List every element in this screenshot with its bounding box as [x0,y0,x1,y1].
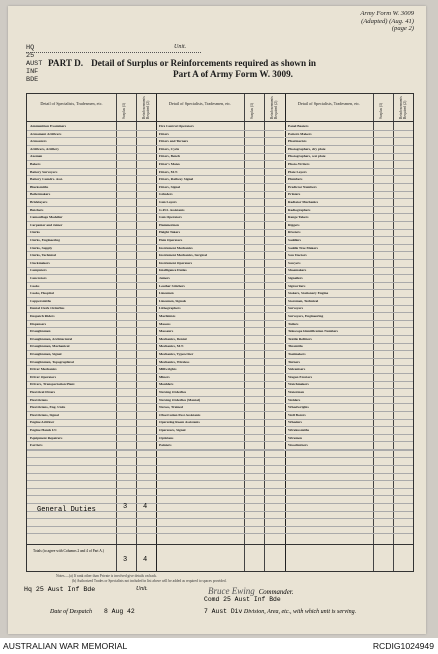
specialist-row: Photographers, wet plate [288,154,326,159]
specialist-row: Welders [288,397,301,402]
blank-row-rule [27,533,413,534]
date-label: Date of Despatch [50,609,92,615]
blank-row-rule [27,488,413,489]
commander-unit: Comd 25 Aust Inf Bde [204,596,281,603]
date-value: 8 Aug 42 [104,608,135,615]
specialist-row: Surveyors [288,306,304,311]
specialist-row: Clerks, Engineering [30,238,60,242]
specialist-row: Vulcanisers [288,367,306,372]
specialist-row: Leather Stitchers [159,283,185,288]
commander-signature-line [208,586,293,596]
header-divider [27,121,413,122]
specialist-row: Bricklayers [30,200,48,204]
specialist-row: Waterman [288,390,304,394]
specialist-row: Armourers [30,139,47,144]
army-form-page [8,6,426,634]
specialists-header: Detail of Specialists, Tradesmen, etc. [168,101,232,106]
column-divider [264,94,265,571]
specialist-row: Clockmakers [30,260,50,265]
title-line-1: Detail of Surplus or Reinforcements required as shown in [91,58,317,68]
specialist-row: Computers [30,268,47,273]
blank-row-rule [27,526,413,527]
specialists-table [26,93,414,572]
specialist-row: Joiners [159,276,170,280]
specialist-row: Mechanics, Typewriter [159,352,194,356]
specialist-row: Instrument Operators [159,260,193,265]
specialist-row: Radiographers [288,207,311,212]
blank-row-rule [27,473,413,474]
general-duties-surplus: 3 [123,503,128,511]
specialist-row: Electrical Fitters [30,390,56,394]
specialist-row: Wirelessmiths [288,428,310,432]
specialist-row: Fitters, Railway Signal [159,177,194,182]
totals-surplus: 3 [123,556,128,564]
blank-row-rule [27,465,413,466]
specialist-row: Fitters, Bench [159,154,180,159]
general-duties-reinf: 4 [143,503,148,511]
reinforcements-header: Reinforcements Required (2) [270,96,278,119]
specialist-row: Gun Layers [159,200,177,204]
specialist-row: Wheelers [288,420,302,425]
column-divider [116,94,117,571]
specialist-row: G.P.O. Assistants [159,207,185,212]
specialist-row: Telescope Identification Numbers [288,329,339,334]
specialist-row: Turners [288,359,300,364]
reinforcements-header: Reinforcements Required (2) [142,96,150,119]
reinforcements-header: Reinforcements Required (2) [399,96,407,119]
specialist-row: Toolmakers [288,352,306,356]
specialist-row: Concretors [30,276,47,280]
notes [56,574,227,584]
specialist-row: Grinders [159,192,173,197]
specialist-row: Plumbers [288,177,303,182]
blank-row-rule [27,495,413,496]
column-divider [244,94,245,571]
specialist-row: Wagon Erectors [288,374,313,379]
specialist-row: Nursing Orderlies [159,390,187,394]
specialist-row: Panel Beaters [288,124,309,128]
specialist-row: Linesmen, Signals [159,298,187,303]
footer-unit-label: Unit. [136,586,148,592]
specialist-row: Masons [159,321,171,326]
specialist-row: Battery Surveyors [30,169,58,174]
specialist-row: Observation Post Assistants [159,412,201,417]
column-divider [285,94,286,571]
specialist-row: Moulders [159,382,174,387]
specialist-row: Blacksmiths [30,184,49,189]
specialist-row: Signwriters [288,283,306,288]
specialist-row: Watchmakers [288,382,309,387]
specialist-row: Photo-Writers [288,162,310,166]
division-line [204,608,356,615]
unit-underline [26,52,201,53]
totals-rule [27,544,413,545]
specialist-row: Boilermakers [30,192,51,197]
specialist-row: Signallers [288,276,303,280]
specialist-row: Wheelwrights [288,405,309,410]
column-divider [156,94,157,571]
specialists-header: Detail of Specialists, Tradesmen, etc. [40,101,103,106]
blank-row-rule [27,518,413,519]
specialist-row: Predictor Numbers [288,184,317,189]
part-label: PART D. [48,58,84,68]
specialist-row: Instrument Mechanics [159,245,193,250]
unit-value: HQ 25 AUST INF BDE [26,44,43,84]
blank-row-rule [27,480,413,481]
specialist-row: Draughtsmen, Topographical [30,359,74,364]
specialist-row: Fire Control Operators [159,124,194,128]
form-page-line: (page 2) [391,25,414,33]
specialist-row: Draughtsmen [30,329,51,334]
specialist-row: Sawyers [288,260,301,265]
specialist-row: Saddle Tree Makers [288,245,318,250]
specialist-row: Engine Artificer [30,420,55,425]
commander-label: Commander. [258,589,294,596]
specialist-row: Wiremen [288,435,302,440]
specialist-row: Driver Mechanics [30,367,57,372]
specialist-row: Lithographers [159,306,181,311]
specialist-row: Mechanics, M.T. [159,344,184,349]
specialist-row: Driver Operators [30,374,57,379]
specialist-row: Painters [159,443,172,448]
general-duties-label: General Duties [37,506,96,514]
specialist-row: Fitters, Signal [159,184,180,189]
specialist-row: Hole Operators [159,238,183,242]
specialist-row: Linesmen [159,291,174,296]
specialist-row: Stokers, Stationary Engine [288,291,329,296]
specialists-header: Detail of Specialists, Tradesmen, etc. [297,101,361,106]
credit-right: RCDIG1024949 [372,641,434,651]
specialist-row: Dispensers [30,321,47,326]
specialist-row: Clerks, Technical [30,253,56,258]
specialist-row: Draughtsmen, Mechanical [30,344,70,349]
despatch-date [50,608,135,615]
surplus-header: Surplus (1) [122,102,126,119]
specialist-row: Fitters, Cycle [159,146,180,151]
specialist-row: Equipment Repairers [30,435,63,440]
specialist-row: Printers [288,192,301,197]
specialist-row: Fitters, M.T. [159,169,178,174]
specialist-row: Textile Refitters [288,336,312,341]
part-title [48,58,398,80]
specialist-row: Saw Doctors [288,253,307,258]
specialist-row: Cooks [30,283,40,288]
surplus-header: Surplus (1) [379,102,383,119]
specialist-row: Draughtsmen, Signal [30,352,62,356]
surplus-header: Surplus (1) [250,102,254,119]
specialist-row: Tailors [288,321,299,326]
specialist-row: Surveyors, Engineering [288,314,324,318]
division-value: 7 Aust Div [204,608,243,615]
specialist-row: Battery Comdrs. Asst. [30,177,64,182]
column-divider [393,94,394,571]
specialist-row: Bakers [30,162,41,166]
specialist-row: Well Borers [288,412,306,417]
blank-row-rule [27,503,413,504]
specialist-row: Clerks [30,230,40,235]
specialist-row: Pharmacists [288,139,307,144]
specialist-row: Saddlers [288,238,302,242]
specialist-row: Mechanics, Wireless [159,359,190,364]
specialist-row: Ammunition Examiners [30,124,67,128]
specialist-row: Instrument Mechanics, Surgical [159,253,207,258]
blank-row-rule [27,457,413,458]
specialist-row: Fitters [159,131,169,136]
division-label: Division, Area, etc., with which unit is serving. [243,609,357,615]
specialist-row: Drivers, Transportation Plant [30,382,75,387]
specialist-row: Photographers, dry plate [288,146,326,151]
totals-label: Totals (to agree with Columns 2 and 4 of Part A.) [33,549,104,553]
specialist-row: Electricians [30,397,48,402]
specialist-row: Hammermen [159,222,179,227]
specialist-row: Fitter's Mates [159,162,180,166]
specialist-row: Electricians, Signal [30,412,59,417]
handwritten-signature: Bruce Ewing [208,586,255,596]
specialist-row: Woodturners [288,443,308,448]
specialist-row: Operators, Signal [159,428,186,432]
specialist-row: Despatch Riders [30,314,55,318]
title-line-2: Part A of Army Form W. 3009. [173,69,293,79]
specialist-row: Radiator Mechanics [288,200,319,204]
specialist-row: Clerks, Supply [30,245,53,250]
specialist-row: Riveters [288,230,301,235]
specialist-row: Range Takers [288,215,309,220]
column-divider [136,94,137,571]
form-number-line: Army Form W. 3009 [360,10,414,17]
specialist-row: Armament Artificers [30,131,62,136]
specialist-row: Nurses, Trained [159,405,183,410]
specialist-row: Shoemakers [288,268,307,273]
specialist-row: Carpenter and Joiner [30,222,63,227]
unit-label: Unit. [174,44,187,50]
specialist-row: Gun Operators [159,215,182,220]
specialist-row: Miners [159,374,170,379]
specialist-row: Storemen, Technical [288,298,319,303]
note-a: Notes.—(a) If rank other than Private is involved give details on back. [56,574,158,578]
footer-unit [24,586,148,593]
credit-left: AUSTRALIAN WAR MEMORIAL [3,641,128,651]
form-number [360,10,414,33]
column-divider [373,94,374,571]
specialist-row: Pattern Makers [288,131,312,136]
footer-unit-value: Hq 25 Aust Inf Bde [24,586,96,593]
blank-row-rule [27,450,413,451]
specialist-row: Riggers [288,222,300,227]
specialist-row: Millwrights [159,367,177,372]
specialist-row: Operating Room Assistants [159,420,200,425]
specialist-row: Plate Layers [288,169,307,174]
specialist-row: Height Takers [159,230,181,235]
note-b: (b) Authorized Trades or Specialists not included in list above will be added as required to spaces provided. [72,579,227,583]
specialist-row: Nursing Orderlies (Mental) [159,397,201,402]
specialist-row: Fitters and Turners [159,139,189,144]
totals-reinf: 4 [143,556,148,564]
specialist-row: Farriers [30,443,43,448]
specialist-row: Coppersmiths [30,298,52,303]
specialist-row: Tinsmiths [288,344,303,349]
specialist-row: Dental Clerk Orderlies [30,306,65,311]
specialist-row: Engine Hands I/C [30,428,57,432]
specialist-row: Mechanics, Dental [159,336,187,341]
specialist-row: Butchers [30,207,44,212]
specialist-row: Intelligence Duties [159,268,187,273]
specialist-row: Electricians, Eng. Units [30,405,66,410]
specialist-row: Draughtsmen, Architectural [30,336,73,341]
specialist-row: Camouflage Modeller [30,215,63,220]
specialist-row: Opticians [159,435,174,440]
specialist-row: Masseurs [159,329,174,334]
specialist-row: Axemen [30,154,43,159]
specialist-row: Machinists [159,314,176,318]
form-edition-line: (Adapted) (Aug. 41) [361,17,414,25]
credit-bar [0,638,438,654]
specialist-row: Artificers, Artillery [30,146,59,151]
specialist-row: Cooks, Hospital [30,291,54,296]
